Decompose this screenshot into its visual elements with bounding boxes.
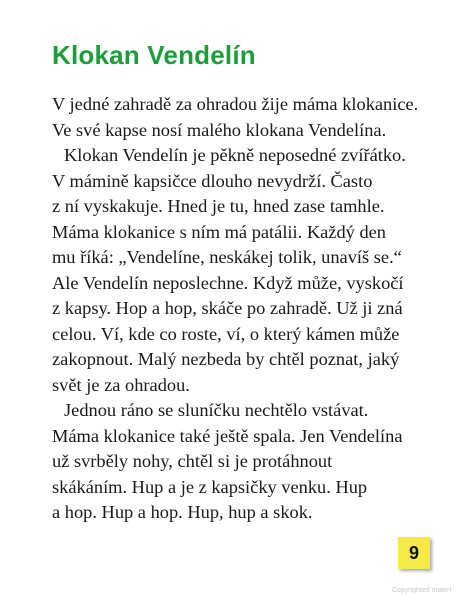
text-line: už svrběly nohy, chtěl si je protáhnout [52,451,333,471]
text-line: z ní vyskakuje. Hned je tu, hned zase tamhle. [52,196,385,216]
text-line: Máma klokanice s ním má patálii. Každý den [52,221,386,242]
text-line: Ve své kapse nosí malého klokana Vendelína. [52,119,387,140]
copyright-watermark: Copyrighted materi [391,587,451,594]
text-line: mu říká: „Vendelíne, neskákej tolik, unavíš se.“ [52,247,402,267]
text-line: Ale Vendelín neposlechne. Když může, vyskočí [52,272,404,293]
page-title: Klokan Vendelín [52,40,256,70]
page-number-badge: 9 [398,537,430,569]
text-line: celou. Ví, kde co roste, ví, o který kámen může [52,323,400,344]
text-line: V jedné zahradě za ohradou žije máma klokanice. [52,94,419,114]
text-line: svět je za ohradou. [52,374,190,395]
text-line: V mámině kapsičce dlouho nevydrží. Často [52,170,373,191]
text-line: Máma klokanice také ještě spala. Jen Vendelína [52,425,403,446]
text-line: z kapsy. Hop a hop, skáče po zahradě. Už ji zná [52,298,403,318]
text-line: skákáním. Hup a je z kapsičky venku. Hup [52,476,368,497]
text-line: zakopnout. Malý nezbeda by chtěl poznat, jaký [52,349,400,369]
text-line: Jednou ráno se sluníčku nechtělo vstávat. [64,400,369,420]
text-line: Klokan Vendelín je pěkně neposedné zvířátko. [64,145,406,165]
story-text [52,92,447,526]
text-line: a hop. Hup a hop. Hup, hup a skok. [52,502,313,522]
